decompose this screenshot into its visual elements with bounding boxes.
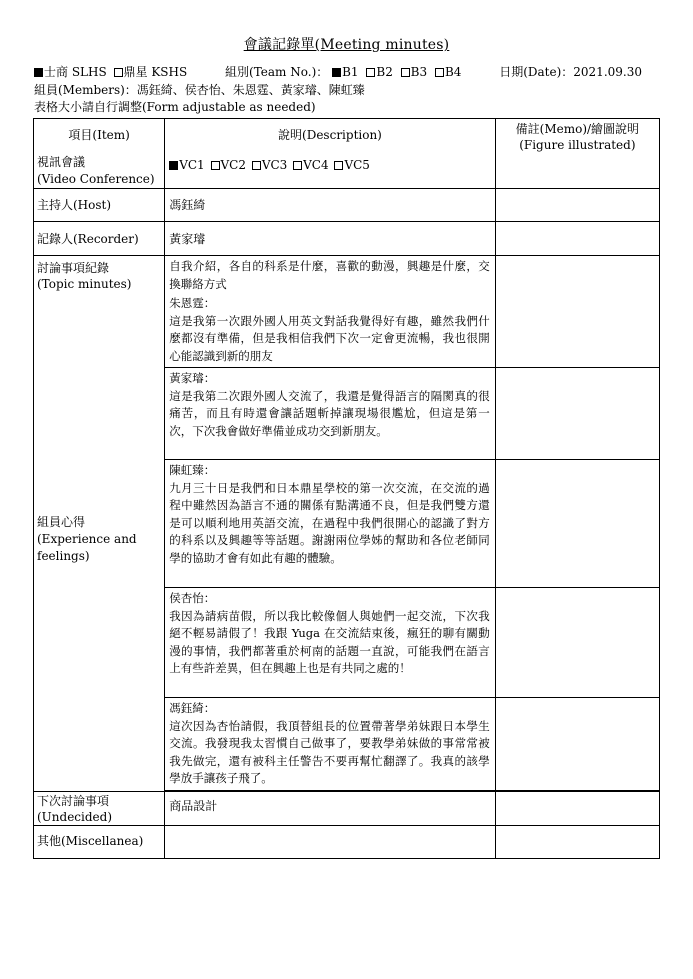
feeling-entry	[165, 588, 495, 680]
column-header-memo: 備註(Memo)/繪圖說明 (Figure illustrated)	[515, 122, 640, 152]
memo-empty	[495, 368, 659, 460]
memo-empty	[495, 698, 659, 791]
description-cell	[165, 119, 496, 189]
feeling-cell	[165, 698, 496, 791]
feeling-entry	[165, 295, 495, 367]
topic-label: 討論事項紀錄 (Topic minutes)	[37, 261, 132, 291]
checkbox-icon	[252, 161, 261, 170]
header-info-line	[34, 63, 642, 80]
video-conference-label: 視訊會議 (Video Conference)	[37, 155, 155, 186]
memo-empty	[495, 460, 659, 588]
feeling-text: 這是我第二次跟外國人交流了，我還是覺得語言的隔閡真的很痛苦，而且有時還會讓話題斬掉讓現場很尷尬，但這是第一次，下次我會做好準備並成功交到新朋友。	[169, 388, 490, 438]
vc-option-2[interactable]: VC2	[211, 158, 246, 172]
memo-empty	[495, 588, 659, 698]
feeling-cell	[165, 460, 496, 588]
recorder-label: 記錄人(Recorder)	[37, 232, 139, 246]
vc-option-3[interactable]: VC3	[252, 158, 287, 172]
experience-label: 組員心得 (Experience and feelings)	[37, 515, 137, 563]
misc-label: 其他(Miscellanea)	[37, 833, 144, 848]
memo-empty	[495, 189, 659, 222]
vc-option-1[interactable]: VC1	[169, 158, 204, 172]
date-field: 日期(Date)：2021.09.30	[499, 65, 642, 79]
member-name: 馮鈺綺：	[169, 701, 216, 715]
feeling-text: 我因為請病苗假，所以我比較像個人與她們一起交流，下次我絕不輕易請假了！我跟 Yuga 在交流結束後，瘋狂的聊有關動漫的事情，我們都著重於柯南的話題一直說，可能我們在語言上有些許差異，但在興趣上也是有共同之處的！	[169, 608, 490, 675]
minutes-table	[33, 118, 660, 859]
checkbox-icon	[34, 68, 43, 77]
vc-option-5[interactable]: VC5	[334, 158, 369, 172]
team-option-b4[interactable]: B4	[435, 65, 461, 79]
recorder-value: 黃家璿	[169, 232, 206, 246]
table-row-recorder	[34, 222, 660, 256]
topic-cell	[165, 256, 496, 368]
checkbox-icon	[114, 68, 123, 77]
member-name: 陳虹臻：	[169, 463, 216, 477]
school-option-kshs[interactable]: 鼎星 KSHS	[114, 63, 188, 80]
table-row-header-video	[34, 119, 660, 189]
host-label: 主持人(Host)	[37, 198, 112, 212]
memo-cell	[495, 119, 659, 189]
checkbox-icon	[401, 68, 410, 77]
vc-options	[165, 143, 495, 172]
feeling-text: 這是我第一次跟外國人用英文對話我覺得好有趣，雖然我們什麼都沒有準備，但是我相信我們下次一定會更流暢，我也很開心能認識到新的朋友	[169, 313, 490, 363]
team-option-b1[interactable]: B1	[332, 65, 358, 79]
feeling-entry	[165, 460, 495, 569]
memo-empty	[495, 222, 659, 256]
team-option-b2[interactable]: B2	[366, 65, 392, 79]
host-value: 馮鈺綺	[169, 198, 206, 212]
table-row-host	[34, 189, 660, 222]
feeling-entry	[165, 368, 495, 442]
feeling-text: 這次因為杏怡請假，我頂替組長的位置帶著學弟妹跟日本學生交流。我發現我太習慣自己做事了，要教學弟妹做的事常常被我先做完，還有被科主任警告不要再幫忙翻譯了。我真的該學學放手讓孩子飛了。	[169, 718, 490, 785]
memo-empty	[495, 825, 659, 858]
misc-value	[165, 826, 495, 831]
column-header-item: 項目(Item)	[68, 128, 130, 142]
memo-empty	[495, 791, 659, 825]
feeling-cell	[165, 368, 496, 460]
member-name: 朱恩霆：	[169, 296, 216, 310]
undecided-value: 商品設計	[169, 798, 218, 813]
vc-option-4[interactable]: VC4	[293, 158, 328, 172]
memo-empty	[495, 256, 659, 368]
page-title: 會議記錄單(Meeting minutes)	[243, 37, 450, 53]
undecided-label: 下次討論事項 (Undecided)	[37, 793, 113, 824]
checkbox-icon	[293, 161, 302, 170]
form-note: 表格大小請自行調整(Form adjustable as needed)	[34, 100, 316, 114]
table-row-topic	[34, 256, 660, 368]
checkbox-icon	[334, 161, 343, 170]
topic-experience-label-cell	[34, 256, 165, 792]
school-option-slhs[interactable]: 士商 SLHS	[34, 63, 107, 80]
checkbox-icon	[435, 68, 444, 77]
item-cell	[34, 119, 165, 189]
checkbox-icon	[211, 161, 220, 170]
topic-text: 自我介紹，各自的科系是什麼，喜歡的動漫，興趣是什麼，交換聯絡方式	[169, 259, 490, 291]
members-line: 組員(Members)：馮鈺綺、侯杏怡、朱恩霆、黃家璿、陳虹臻	[34, 83, 365, 97]
column-header-description: 說明(Description)	[278, 128, 382, 142]
member-name: 侯杏怡：	[169, 591, 216, 605]
team-label: 組別(Team No.)：	[225, 65, 329, 79]
feeling-text: 九月三十日是我們和日本鼎星學校的第一次交流，在交流的過程中雖然因為語言不通的關係有點溝通不良，但是我們雙方還是可以順利地用英語交流，在過程中我們很開心的認識了對方的科系以及興趣等等話題。謝謝兩位學姊的幫助和各位老師同學的協助才會有如此有趣的體驗。	[169, 480, 490, 565]
checkbox-icon	[332, 68, 341, 77]
member-name: 黃家璿：	[169, 371, 216, 385]
team-option-b3[interactable]: B3	[401, 65, 427, 79]
table-row-misc	[34, 825, 660, 858]
checkbox-icon	[169, 161, 178, 170]
feeling-entry	[165, 698, 495, 790]
table-row-undecided	[34, 791, 660, 825]
feeling-cell	[165, 588, 496, 698]
checkbox-icon	[366, 68, 375, 77]
